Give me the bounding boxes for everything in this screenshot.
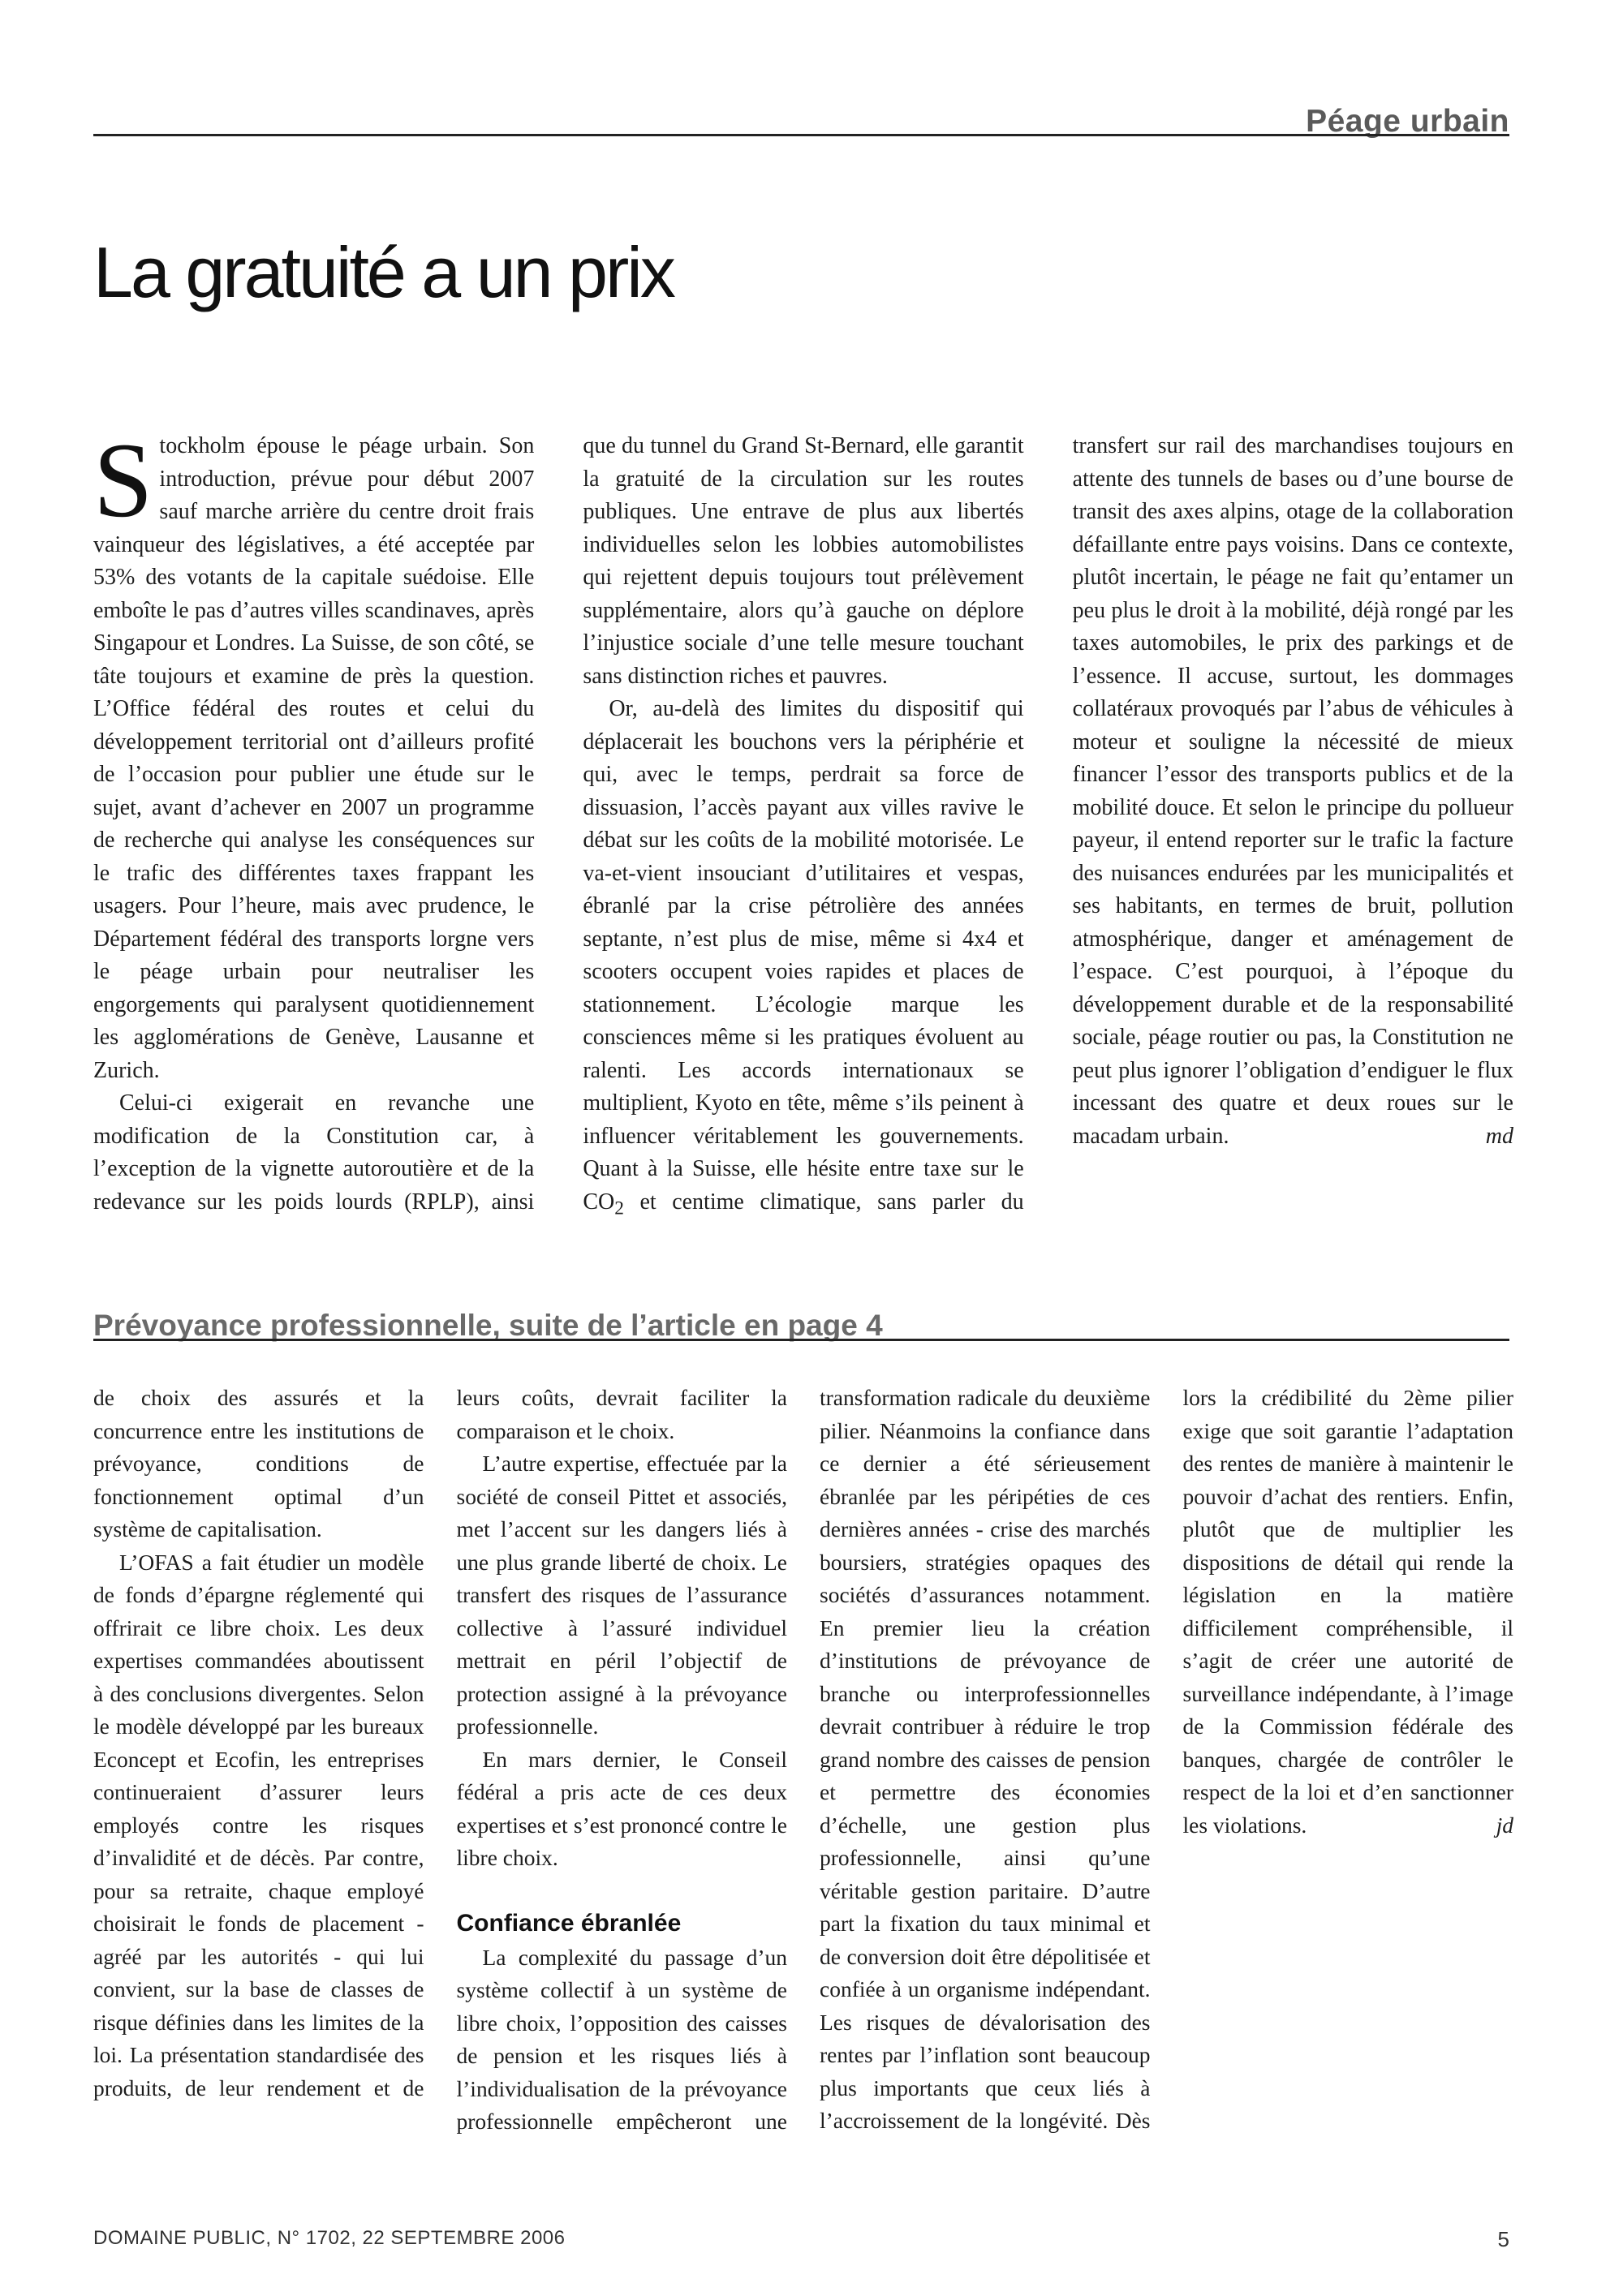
section-label: Péage urbain xyxy=(1306,104,1509,139)
subheading: Confiance ébranlée xyxy=(456,1909,682,1937)
article-1-body xyxy=(93,420,1513,1233)
article-1-paragraph-text: Or, au-delà des limites du dispositif qui déplacerait les bouchons vers la périphérie et qui, avec le temps, perdrait sa force de dissuasion, l’accès payant aux villes ravive le débat sur les coûts de la mobilité motorisée. Le va-et-vient insouciant d’utilitaires et vespas, ébranlé par la crise pétrolière des années septante, n’est plus de mise, même si 4x4 et scooters occupent voies rapides et places de stationnement. L’écologie marque les consciences même si les pratiques évoluent au ralenti. Les accords internationaux se multiplient, Kyoto en tête, même s’ils peinent à influencer véritablement les gouvernements. Quant à la Suisse, elle hésite entre taxe sur le CO xyxy=(583,696,1024,1215)
mid-rule xyxy=(93,1339,1509,1341)
article-2-paragraph: L’OFAS a fait étudier un modèle de fonds d’épargne réglementé qui offrirait ce libre choix. Les deux expertises commandées aboutissent à des conclusions divergentes. Selon le modèle développé par les bureaux Econcept et Ecofin, les entreprises continueraient d’assurer leurs employés contre les risques d’invalidité et de décès. Par contre, pour sa retraite, chaque employé choisirait le fonds de placement - agréé par les autorités - qui lui convient, sur la base de classes de risque définies dans les limites de la loi. La présentation standardisée des produits, de leur rendement et de leurs coûts, devrait faciliter la comparaison et le choix. xyxy=(93,1385,787,2100)
page-number: 5 xyxy=(1497,2227,1509,2251)
article-2-paragraph: de choix des assurés et la concurrence entre les institutions de prévoyance, conditions de fonctionnement optimal d’un système de capitalisation. xyxy=(93,1385,424,1541)
article-1-paragraph-text: tockholm épouse le péage urbain. Son introduction, prévue pour début 2007 sauf marche arrière du centre droit frais vainqueur des législatives, a été acceptée par 53% des votants de la capitale suédoise. Elle emboîte le pas d’autres villes scandinaves, après Singapour et Londres. La Suisse, de son côté, se tâte toujours et examine de près la question. L’Office fédéral des routes et celui du développement territorial ont d’ailleurs profité de l’occasion pour publier une étude sur le sujet, avant d’achever en 2007 un programme de recherche qui analyse les conséquences sur le trafic des différentes taxes frappant les usagers. Pour l’heure, mais avec prudence, le Département fédéral des transports lorgne vers le péage urbain pour neutraliser les engorgements qui paralysent quotidiennement les agglomérations de Genève, Lausanne et Zurich. xyxy=(93,433,535,1083)
article-1-paragraph-text: et centime climatique, sans parler du transfert sur rail des marchandises toujours en attente des tunnels de bases ou d’une bourse de transit des axes alpins, otage de la collaboration défaillante entre pays voisins. Dans ce contexte, plutôt incertain, le péage ne fait qu’entamer un peu plus le droit à la mobilité, déjà rongé par les taxes automobiles, le prix des parkings et de l’essence. Il accuse, surtout, les dommages collatéraux provoqués par l’abus de véhicules à moteur et souligne la nécessité de mieux financer l’essor des transports publics et de la mobilité douce. Et selon le principe du pollueur payeur, il entend reporter sur le trafic la facture des nuisances endurées par les municipalités et ses habitants, en termes de bruit, pollution atmosphérique, danger et aménagement de l’espace. C’est pourquoi, à l’époque du développement durable et de la responsabilité sociale, péage routier ou pas, la Constitution ne peut plus ignorer l’obligation d’endiguer le flux incessant des quatre et deux roues sur le macadam urbain. xyxy=(623,433,1513,1215)
article-2-paragraph: En mars dernier, le Conseil fédéral a pris acte de ces deux expertises et s’est prononcé contre le libre choix. xyxy=(456,1746,787,1870)
subscript: 2 xyxy=(614,1197,624,1219)
article-2-paragraph: L’autre expertise, effectuée par la société de conseil Pittet et associés, met l’accent sur les dangers liés à une plus grande liberté de choix. Le transfert des risques de l’assurance collective à l’assuré individuel mettrait en péril l’objectif de protection assigné à la prévoyance professionnelle. xyxy=(456,1451,787,1739)
article-2-banner: Prévoyance professionnelle, suite de l’article en page 4 xyxy=(93,1309,883,1342)
article-2-paragraph-text: La complexité du passage d’un système collectif à un système de libre choix, l’opposition des caisses de pension et les risques liés à l’individualisation de la prévoyance professionnelle empêcheront une transformation radicale du deuxième pilier. Néanmoins la confiance dans ce dernier a été sérieusement ébranlée par les péripéties de ces dernières années - crise des marchés boursiers, stratégies opaques des sociétés d’assurances notamment. En premier lieu la création d’institutions de prévoyance de branche ou interprofessionnelles devrait contribuer à réduire le trop grand nombre des caisses de pension et permettre des économies d’échelle, une gestion plus professionnelle, ainsi qu’une véritable gestion paritaire. D’autre part la fixation du taux minimal et de conversion doit être dépolitisée et confiée à un organisme indépendant. Les risques de dévalorisation des rentes par l’inflation sont beaucoup plus importants que ceux liés à l’accroissement de la longévité. Dès lors la crédibilité du 2ème pilier exige que soit garantie l’adaptation des rentes de manière à maintenir le pouvoir d’achat des rentiers. Enfin, plutôt que de multiplier les dispositions de détail qui rende la législation en la matière difficilement compréhensible, il s’agit de créer une autorité de surveillance indépendante, à l’image de la Commission fédérale des banques, chargée de contrôler le respect de la loi et d’en sanctionner les violations. xyxy=(456,1385,1513,2134)
author-signature: jd xyxy=(1496,1812,1513,1838)
author-signature: md xyxy=(1485,1123,1513,1149)
article-1-paragraph xyxy=(93,420,535,1087)
drop-cap: S xyxy=(93,420,153,540)
article-2-body xyxy=(93,1382,1513,2169)
article-title: La gratuité a un prix xyxy=(93,232,674,312)
article-1-paragraph: Celui-ci exigerait en revanche une modification de la Constitution car, à l’exception de la vignette autoroutière et de la redevance sur les poids lourds (RPLP), ainsi que du tunnel du Grand St-Bernard, elle garantit la gratuité de la circulation sur les routes publiques. Une entrave de plus aux libertés individuelles selon les lobbies automobilistes qui rejettent depuis toujours tout prélèvement supplémentaire, alors qu’à gauche on déplore l’injustice sociale d’une telle mesure touchant sans distinction riches et pauvres. xyxy=(93,433,1024,1215)
footer-publication: DOMAINE PUBLIC, N° 1702, 22 SEPTEMBRE 2006 xyxy=(93,2227,566,2249)
top-rule xyxy=(93,134,1509,136)
